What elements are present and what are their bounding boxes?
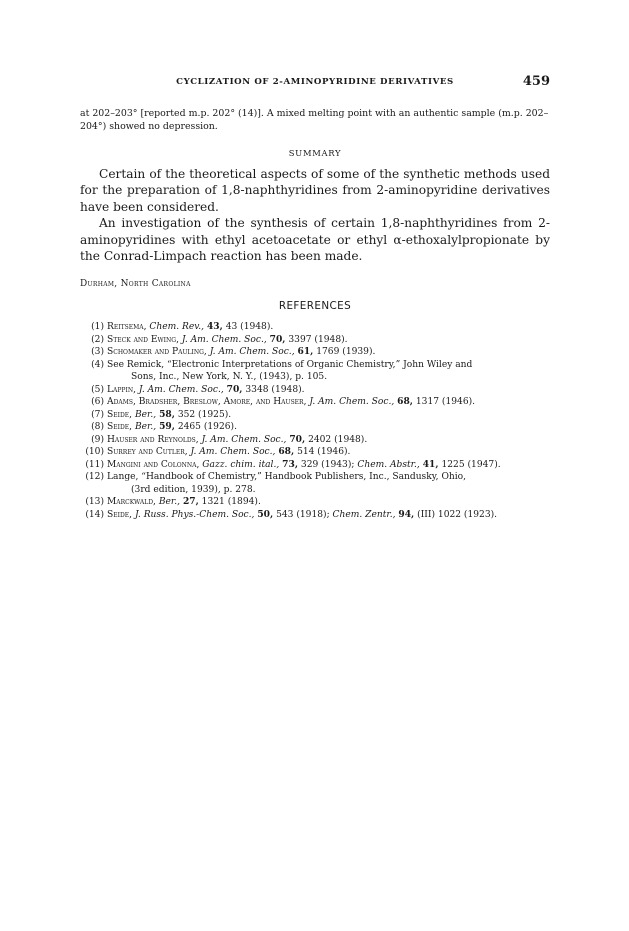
reference-journal: Gazz. chim. ital., <box>202 459 280 470</box>
reference-number: (2) <box>91 334 104 345</box>
reference-body <box>107 446 555 459</box>
reference-item <box>80 446 555 459</box>
reference-item <box>80 509 555 522</box>
reference-volume: 58, <box>159 408 175 420</box>
reference-authors: Marckwald, <box>107 497 156 507</box>
reference-journal: J. Am. Chem. Soc., <box>138 384 224 395</box>
reference-journal: J. Russ. Phys.-Chem. Soc., <box>134 509 255 520</box>
reference-volume: 61, <box>297 346 314 357</box>
reference-item <box>80 334 555 347</box>
reference-volume: 70, <box>269 333 286 345</box>
reference-journal: Ber., <box>134 422 157 432</box>
reference-pages: 1769 (1939). <box>316 347 376 357</box>
reference-number: (7) <box>91 409 104 420</box>
continuation-text: at 202–203° [reported m.p. 202° (14)]. A mixed melting point with an authentic sample (m.p. 202–204°) showed no depression. <box>80 108 549 132</box>
reference-pages: 3348 (1948). <box>245 384 305 395</box>
reference-number: (8) <box>91 422 104 432</box>
reference-item <box>80 496 555 509</box>
reference-item <box>80 359 555 384</box>
reference-journal: J. Am. Chem. Soc., <box>181 334 267 345</box>
reference-body <box>107 396 555 409</box>
references-heading: REFERENCES <box>278 300 352 312</box>
running-title: CYCLIZATION OF 2-AMINOPYRIDINE DERIVATIVES <box>176 77 454 87</box>
reference-volume: 68, <box>397 396 413 407</box>
reference-authors: Mangini and Colonna, <box>107 459 200 470</box>
reference-journal: Ber., <box>158 497 181 507</box>
summary-paragraph: Certain of the theoretical aspects of some of the synthetic methods used for the preparation of 1,8-naphthyridines from 2-aminopyridine derivatives have been considered. <box>80 167 550 214</box>
reference-pages: 1225 (1947). <box>441 459 501 470</box>
reference-number: (9) <box>91 434 104 445</box>
reference-item <box>80 471 555 496</box>
reference-pages: 352 (1925). <box>177 409 232 420</box>
reference-item <box>80 346 555 359</box>
reference-text-continued: Sons, Inc., New York, N. Y., (1943), p. 105. <box>131 372 328 382</box>
reference-pages: 2465 (1926). <box>177 422 237 432</box>
reference-body <box>107 471 555 496</box>
reference-body <box>107 509 555 522</box>
reference-authors: Seide, <box>107 509 133 520</box>
reference-item <box>80 434 555 447</box>
reference-volume: 43, <box>206 321 223 332</box>
reference-body <box>107 434 555 447</box>
reference-authors: Hauser and Reynolds, <box>107 434 199 445</box>
reference-item <box>80 384 555 397</box>
reference-number: (1) <box>91 322 104 332</box>
author-location: Durham, North Carolina <box>80 279 191 289</box>
reference-journal: Chem. Rev., <box>149 322 205 332</box>
reference-body <box>107 496 555 509</box>
summary-paragraph: An investigation of the synthesis of certain 1,8-naphthyridines from 2-aminopyridines with ethyl acetoacetate or ethyl α-ethoxalylpropionate by the Conrad-Limpach reaction has been made. <box>80 216 550 264</box>
reference-body <box>107 409 555 422</box>
reference-body <box>107 421 555 434</box>
reference-authors: Steck and Ewing, <box>107 334 179 345</box>
reference-authors: Reitsema, <box>107 322 147 332</box>
reference-pages: 2402 (1948). <box>308 434 368 445</box>
reference-pages: 43 (1948). <box>225 322 274 332</box>
reference-volume: 94, <box>398 508 415 520</box>
reference-body <box>107 346 555 359</box>
reference-item <box>80 421 555 434</box>
reference-number: (5) <box>91 384 104 395</box>
reference-authors: Adams, Bradsher, Breslow, Amore, and Hauser, <box>107 397 307 407</box>
reference-pages: 1317 (1946). <box>415 397 476 407</box>
reference-body <box>107 334 555 347</box>
reference-pages: 514 (1946). <box>297 447 351 457</box>
reference-authors: Lappin, <box>107 384 136 395</box>
reference-volume: 27, <box>182 496 199 507</box>
reference-number: (14) <box>85 509 104 520</box>
reference-volume: 70, <box>289 433 306 445</box>
reference-number: (11) <box>85 459 104 470</box>
reference-number: (6) <box>91 397 104 407</box>
reference-body <box>107 359 555 384</box>
reference-journal: J. Am. Chem. Soc., <box>201 434 287 445</box>
summary-heading: SUMMARY <box>288 148 342 158</box>
reference-authors: Seide, <box>107 409 133 420</box>
reference-journal: Ber., <box>134 409 157 420</box>
reference-body <box>107 384 555 397</box>
reference-item <box>80 396 555 409</box>
reference-number: (4) <box>91 359 104 370</box>
reference-volume: 41, <box>422 458 439 470</box>
reference-number: (13) <box>85 497 104 507</box>
reference-volume: 68, <box>278 446 295 457</box>
reference-pages: 543 (1918); <box>276 509 330 520</box>
reference-item <box>80 459 555 472</box>
reference-pages: 1321 (1894). <box>201 497 261 507</box>
reference-authors: Seide, <box>107 422 133 432</box>
reference-number: (12) <box>85 472 104 482</box>
reference-journal: Chem. Zentr., <box>332 509 396 520</box>
reference-text-continued: (3rd edition, 1939), p. 278. <box>131 484 256 495</box>
reference-number: (3) <box>91 347 104 357</box>
reference-pages: 3397 (1948). <box>288 334 348 345</box>
reference-volume: 73, <box>282 458 298 470</box>
summary-section <box>80 166 550 264</box>
reference-journal: J. Am. Chem. Soc., <box>209 347 295 357</box>
reference-item <box>80 321 555 334</box>
reference-volume: 50, <box>257 508 274 520</box>
reference-text: Lange, “Handbook of Chemistry,” Handbook Publishers, Inc., Sandusky, Ohio, <box>107 472 467 482</box>
continuation-paragraph <box>80 108 550 133</box>
reference-pages: 329 (1943); <box>300 459 355 470</box>
reference-list <box>80 321 555 521</box>
reference-pages: (III) 1022 (1923). <box>417 509 498 520</box>
reference-journal: J. Am. Chem. Soc., <box>190 447 276 457</box>
reference-number: (10) <box>85 447 104 457</box>
reference-body <box>107 321 555 334</box>
reference-text: See Remick, “Electronic Interpretations of Organic Chemistry,” John Wiley and <box>107 359 473 370</box>
page-number: 459 <box>522 74 550 89</box>
reference-authors: Schomaker and Pauling, <box>107 347 207 357</box>
reference-authors: Surrey and Cutler, <box>107 447 188 457</box>
reference-item <box>80 409 555 422</box>
reference-body <box>107 459 555 472</box>
reference-journal: J. Am. Chem. Soc., <box>309 397 395 407</box>
reference-journal: Chem. Abstr., <box>357 459 420 470</box>
reference-volume: 70, <box>226 383 243 395</box>
running-header <box>80 74 550 90</box>
reference-volume: 59, <box>159 421 175 432</box>
